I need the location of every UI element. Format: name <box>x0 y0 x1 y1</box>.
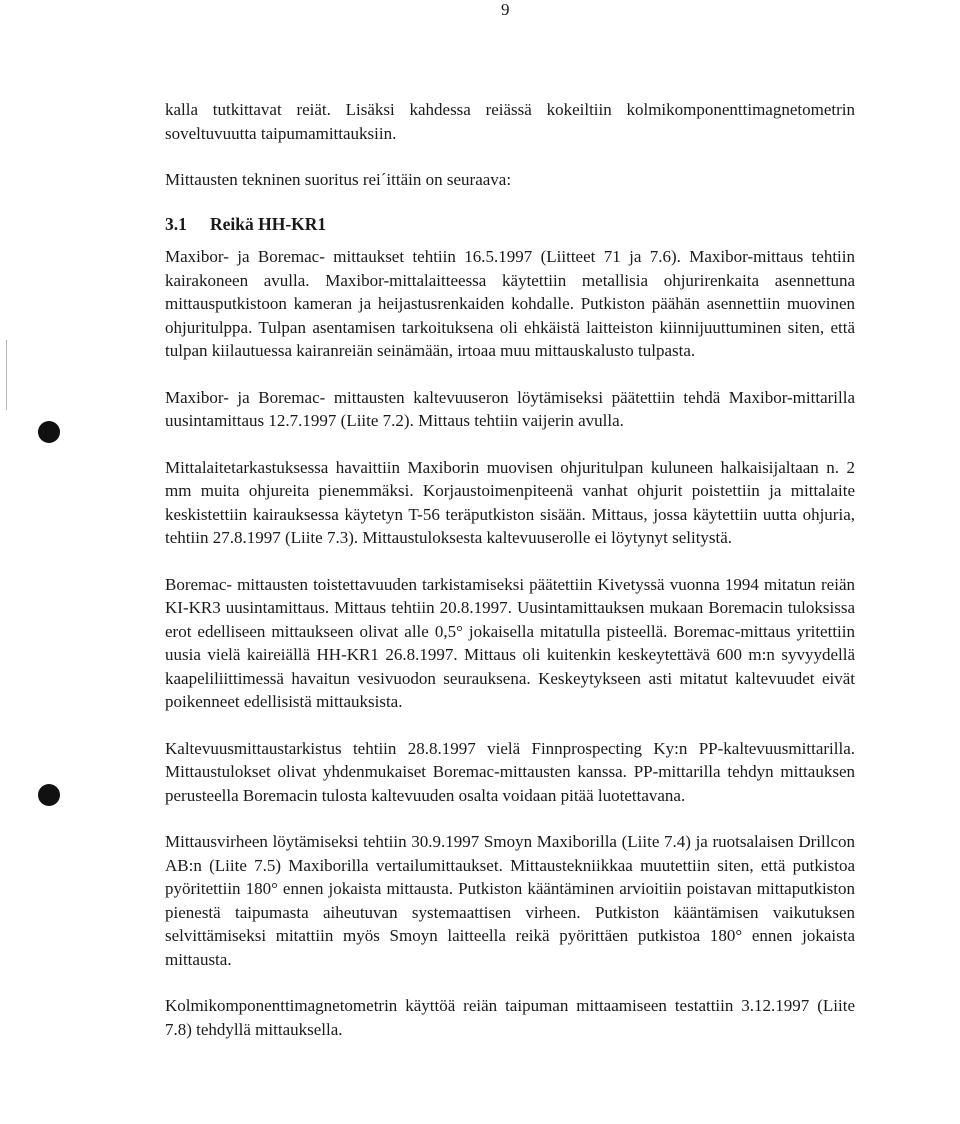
paragraph-boremac-repeatability: Boremac- mittausten toistettavuuden tarkistamiseksi päätettiin Kivetyssä vuonna 1994 mitatun reiän KI-KR3 uusintamittaus. Mittaus tehtiin 20.8.1997. Uusintamittauksen mukaan Boremacin tuloksissa erot edelliseen mittaukseen olivat alle 0,5° jokaisella mitatulla pisteellä. Boremac-mittaus yritettiin uusia vielä kaireiällä HH-KR1 26.8.1997. Mittaus oli kuitenkin keskeytettävä 600 m:n syvyydellä kaapeliliittimessä havaitun vesivuodon seurauksena. Keskeytykseen asti mitatut kaltevuudet eivät poikenneet edellisistä mittauksista. <box>165 574 855 711</box>
paragraph-maxibor-boremac: Maxibor- ja Boremac- mittaukset tehtiin 16.5.1997 (Liitteet 71 ja 7.6). Maxibor-mittaus tehtiin kairakoneen avulla. Maxibor-mittalaitteessa käytettiin metallisia ohjurirenkaita asennettuna mittausputkistoon kameran ja heijastusrenkaiden kohdalle. Putkiston päähän asennettiin muovinen ohjuritulppa. Tulpan asentamisen tarkoituksena oli ehkäistä laitteiston kiinnijuuttuminen siten, että tulpan kiilautuessa kairanreiän seinämään, irtoaa muu mittauskalusto tulpasta. <box>165 247 855 360</box>
document-body <box>165 98 855 1064</box>
paragraph-remeasurement: Maxibor- ja Boremac- mittausten kaltevuuseron löytämiseksi päätettiin tehdä Maxibor-mittarilla uusintamittaus 12.7.1997 (Liite 7.2). Mittaus tehtiin vaijerin avulla. <box>165 387 855 430</box>
section-heading <box>165 213 855 237</box>
margin-bullet-bottom <box>38 784 60 806</box>
paragraph-error-search: Mittausvirheen löytämiseksi tehtiin 30.9.1997 Smoyn Maxiborilla (Liite 7.4) ja ruotsalaisen Drillcon AB:n (Liite 7.5) Maxiborilla vertailumittaukset. Mittaustekniikkaa muutettiin siten, että putkistoa pyöritettiin 180° ennen jokaista mittausta. Putkiston kääntäminen arvioitiin poistavan mittaputkiston pienestä taipumasta aiheutuvan systemaattisen virheen. Putkiston kääntämisen vaikutuksen selvittämiseksi mitattiin myös Smoyn laitteella reikä pyörittäen putkistoa 180° ennen jokaista mittausta. <box>165 832 855 969</box>
page-number: 9 <box>501 0 510 19</box>
margin-bullet-top <box>38 421 60 443</box>
paragraph-procedure-lead: Mittausten tekninen suoritus rei´ittäin on seuraava: <box>165 170 512 189</box>
margin-rule <box>6 340 7 410</box>
paragraph-intro: kalla tutkittavat reiät. Lisäksi kahdessa reiässä kokeiltiin kolmikomponenttimagnetometrin soveltuvuutta taipumamittauksiin. <box>165 100 855 143</box>
section-number: 3.1 <box>165 213 187 234</box>
paragraph-instrument-check: Mittalaitetarkastuksessa havaittiin Maxiborin muovisen ohjuritulpan kuluneen halkaisijaltaan n. 2 mm muita ohjureita pienemmäksi. Korjaustoimenpiteenä vanhat ohjurit poistettiin ja mittalaite keskistettiin kairauksessa käytetyn T-56 teräputkiston sisään. Mittaus, jossa käytettiin uutta ohjuria, tehtiin 27.8.1997 (Liite 7.3). Mittaustuloksesta kaltevuuserolle ei löytynyt selitystä. <box>165 457 855 547</box>
section-title: Reikä HH-KR1 <box>210 213 327 234</box>
paragraph-pp-check: Kaltevuusmittaustarkistus tehtiin 28.8.1997 vielä Finnprospecting Ky:n PP-kaltevuusmittarilla. Mittaustulokset olivat yhdenmukaiset Boremac-mittausten kanssa. PP-mittarilla tehdyn mittauksen perusteella Boremacin tulosta kaltevuuden osalta voidaan pitää luotettavana. <box>165 738 855 805</box>
paragraph-magnetometer: Kolmikomponenttimagnetometrin käyttöä reiän taipuman mittaamiseen testattiin 3.12.1997 (Liite 7.8) tehdyllä mittauksella. <box>165 996 855 1039</box>
